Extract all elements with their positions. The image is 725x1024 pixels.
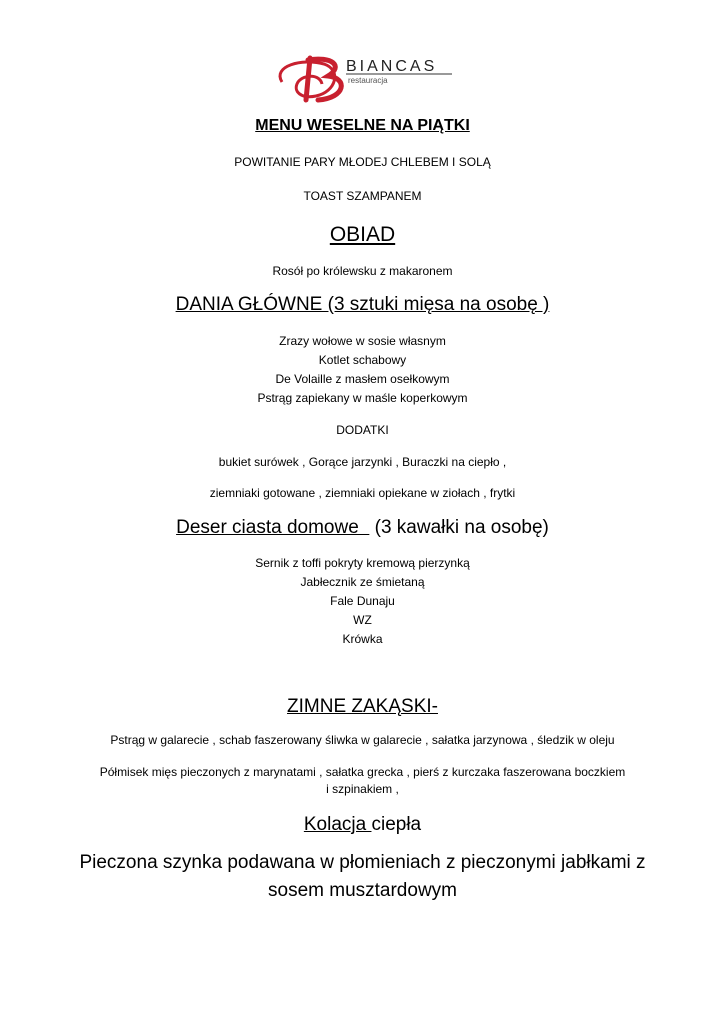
deser-item: Krówka bbox=[342, 632, 383, 646]
deser-item: Sernik z toffi pokryty kremową pierzynką bbox=[255, 556, 470, 570]
kolacja-line: sosem musztardowym bbox=[268, 880, 457, 901]
deser-item: Fale Dunaju bbox=[330, 594, 395, 608]
welcome-line: POWITANIE PARY MŁODEJ CHLEBEM I SOLĄ bbox=[234, 155, 491, 169]
kolacja-heading bbox=[0, 814, 725, 836]
zakaski-line: Półmisek mięs pieczonych z marynatami , sałatka grecka , pierś z kurczaka faszerowana boczkiem bbox=[99, 765, 626, 779]
deser-heading bbox=[0, 517, 725, 539]
obiad-soup: Rosół po królewsku z makaronem bbox=[272, 264, 453, 278]
zakaski-line: Pstrąg w galarecie , schab faszerowany śliwka w galarecie , sałatka jarzynowa , śledzik w oleju bbox=[110, 733, 615, 747]
dania-item: Pstrąg zapiekany w maśle koperkowym bbox=[257, 391, 468, 405]
sides-line: bukiet surówek , Gorące jarzynki , Buraczki na ciepło , bbox=[218, 455, 507, 469]
deser-heading-underlined: Deser ciasta domowe bbox=[176, 517, 370, 538]
logo-brand-text: BIANCAS bbox=[346, 58, 438, 75]
dania-heading: DANIA GŁÓWNE (3 sztuki mięsa na osobę ) bbox=[175, 294, 550, 315]
obiad-heading: OBIAD bbox=[329, 223, 396, 246]
kolacja-line: Pieczona szynka podawana w płomieniach z pieczonymi jabłkami z bbox=[79, 852, 646, 873]
dania-item: Kotlet schabowy bbox=[318, 353, 407, 367]
toast-line: TOAST SZAMPANEM bbox=[303, 189, 422, 203]
zakaski-heading: ZIMNE ZAKĄSKI- bbox=[287, 696, 438, 717]
menu-title: MENU WESELNE NA PIĄTKI bbox=[255, 117, 470, 134]
dania-item: De Volaille z masłem osełkowym bbox=[275, 372, 450, 386]
deser-heading-rest: (3 kawałki na osobę) bbox=[369, 517, 549, 538]
zakaski-line: i szpinakiem , bbox=[326, 782, 399, 796]
kolacja-heading-rest: ciepła bbox=[371, 814, 422, 835]
kolacja-heading-underlined: Kolacja bbox=[303, 814, 372, 835]
deser-item: Jabłecznik ze śmietaną bbox=[300, 575, 425, 589]
deser-item: WZ bbox=[353, 613, 372, 627]
sides-line: ziemniaki gotowane , ziemniaki opiekane w ziołach , frytki bbox=[209, 486, 516, 500]
sides-label: DODATKI bbox=[336, 423, 389, 437]
logo-sub-text: restauracja bbox=[348, 76, 388, 85]
dania-item: Zrazy wołowe w sosie własnym bbox=[279, 334, 446, 348]
